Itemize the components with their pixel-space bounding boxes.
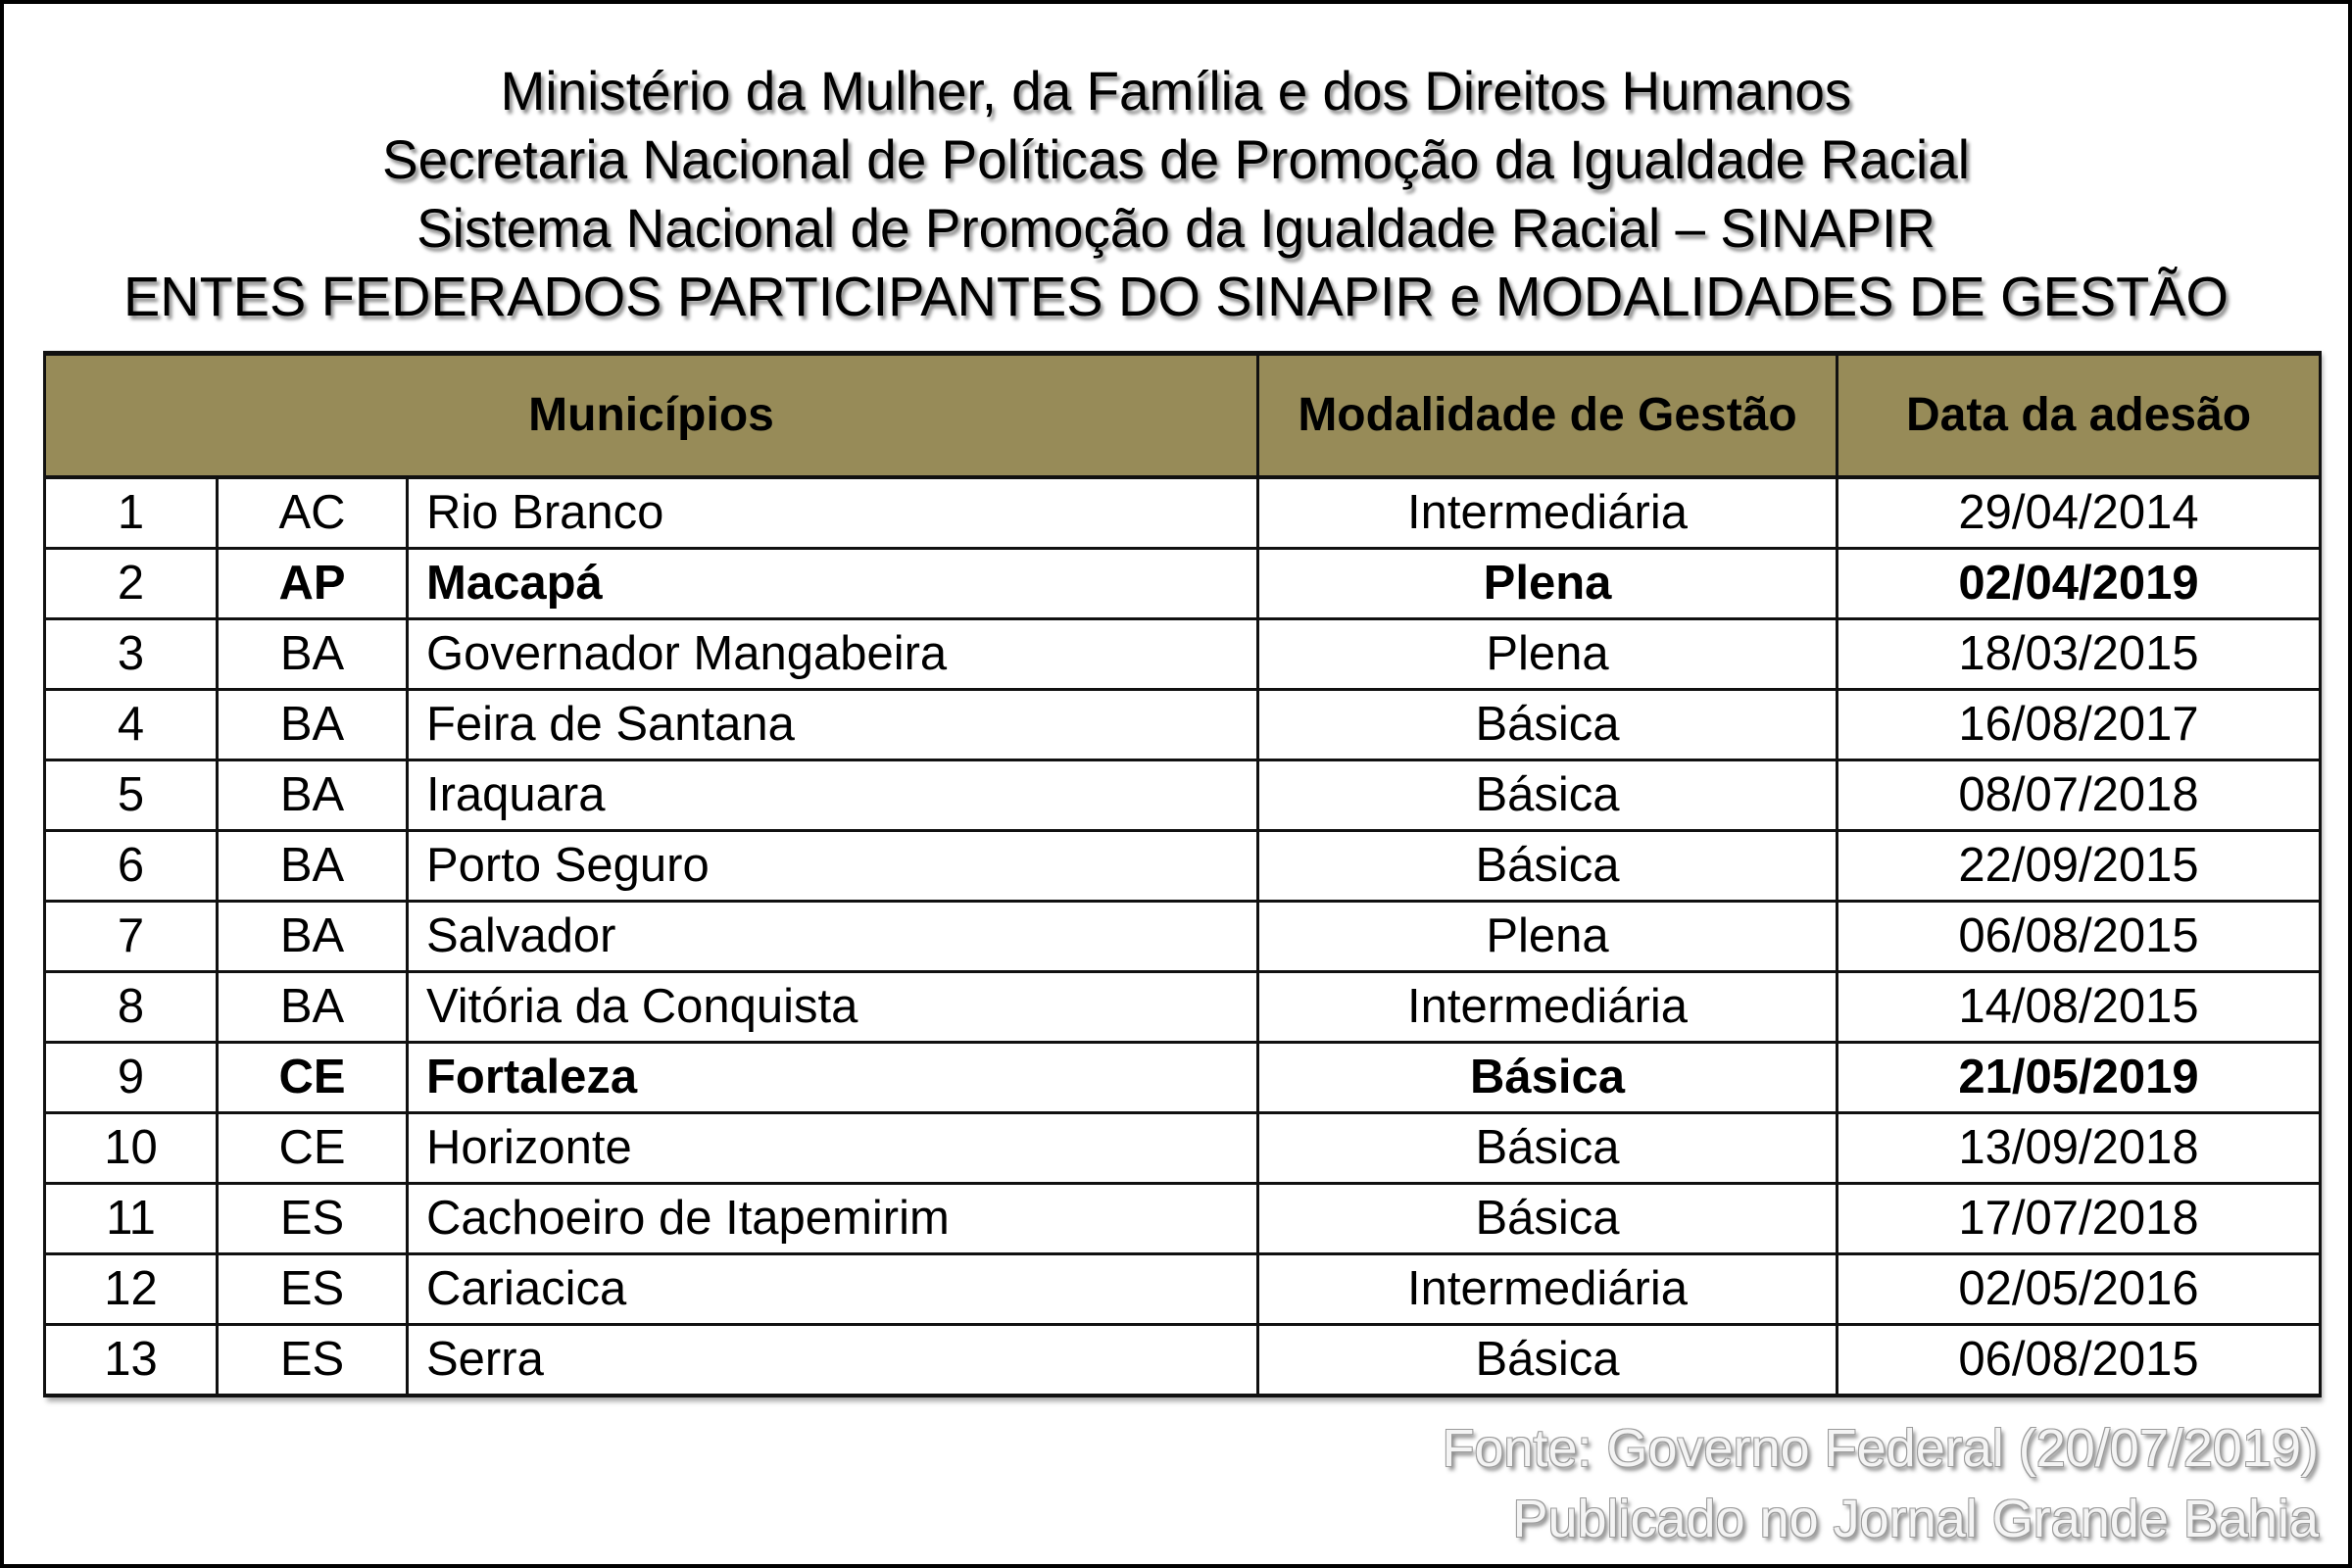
state-code: AP xyxy=(218,549,408,619)
state-code: BA xyxy=(218,619,408,690)
adhesion-date: 21/05/2019 xyxy=(1838,1043,2321,1113)
management-modality: Intermediária xyxy=(1258,1254,1838,1325)
state-code: CE xyxy=(218,1043,408,1113)
state-code: BA xyxy=(218,760,408,831)
adhesion-date: 22/09/2015 xyxy=(1838,831,2321,902)
table-row xyxy=(45,1113,2321,1184)
management-modality: Básica xyxy=(1258,690,1838,760)
table-row xyxy=(45,477,2321,549)
table-header-row xyxy=(45,354,2321,478)
management-modality: Básica xyxy=(1258,831,1838,902)
table-row xyxy=(45,760,2321,831)
publisher-credit: Publicado no Jornal Grande Bahia xyxy=(1512,1490,2319,1548)
header-modalidade: Modalidade de Gestão xyxy=(1258,354,1838,478)
row-number: 2 xyxy=(45,549,218,619)
source-footer xyxy=(1442,1413,2319,1554)
header-data-adesao: Data da adesão xyxy=(1838,354,2321,478)
table-row xyxy=(45,549,2321,619)
state-code: ES xyxy=(218,1254,408,1325)
adhesion-date: 16/08/2017 xyxy=(1838,690,2321,760)
municipality-name: Cachoeiro de Itapemirim xyxy=(408,1184,1258,1254)
adhesion-date: 06/08/2015 xyxy=(1838,902,2321,972)
row-number: 8 xyxy=(45,972,218,1043)
municipality-name: Serra xyxy=(408,1325,1258,1396)
state-code: ES xyxy=(218,1325,408,1396)
table-row xyxy=(45,831,2321,902)
state-code: AC xyxy=(218,477,408,549)
source-credit: Fonte: Governo Federal (20/07/2019) xyxy=(1442,1419,2319,1478)
adhesion-date: 02/04/2019 xyxy=(1838,549,2321,619)
table-row xyxy=(45,902,2321,972)
adhesion-date: 06/08/2015 xyxy=(1838,1325,2321,1396)
system-title: Sistema Nacional de Promoção da Igualdade Racial – SINAPIR xyxy=(416,197,1936,259)
state-code: BA xyxy=(218,831,408,902)
management-modality: Básica xyxy=(1258,1184,1838,1254)
municipality-name: Cariacica xyxy=(408,1254,1258,1325)
management-modality: Plena xyxy=(1258,902,1838,972)
management-modality: Plena xyxy=(1258,619,1838,690)
adhesion-date: 02/05/2016 xyxy=(1838,1254,2321,1325)
municipality-name: Vitória da Conquista xyxy=(408,972,1258,1043)
municipality-name: Iraquara xyxy=(408,760,1258,831)
state-code: BA xyxy=(218,690,408,760)
state-code: CE xyxy=(218,1113,408,1184)
row-number: 13 xyxy=(45,1325,218,1396)
adhesion-date: 14/08/2015 xyxy=(1838,972,2321,1043)
municipality-name: Rio Branco xyxy=(408,477,1258,549)
header-municipios: Municípios xyxy=(45,354,1258,478)
municipality-name: Macapá xyxy=(408,549,1258,619)
row-number: 9 xyxy=(45,1043,218,1113)
secretariat-title: Secretaria Nacional de Políticas de Promoção da Igualdade Racial xyxy=(382,128,1970,190)
management-modality: Básica xyxy=(1258,1325,1838,1396)
row-number: 3 xyxy=(45,619,218,690)
table-row xyxy=(45,690,2321,760)
adhesion-date: 18/03/2015 xyxy=(1838,619,2321,690)
table-row xyxy=(45,619,2321,690)
state-code: ES xyxy=(218,1184,408,1254)
management-modality: Intermediária xyxy=(1258,972,1838,1043)
row-number: 6 xyxy=(45,831,218,902)
row-number: 12 xyxy=(45,1254,218,1325)
row-number: 7 xyxy=(45,902,218,972)
state-code: BA xyxy=(218,902,408,972)
table-row xyxy=(45,1325,2321,1396)
ministry-title: Ministério da Mulher, da Família e dos Direitos Humanos xyxy=(500,60,1852,122)
row-number: 1 xyxy=(45,477,218,549)
table-row xyxy=(45,1254,2321,1325)
table-row xyxy=(45,1184,2321,1254)
row-number: 10 xyxy=(45,1113,218,1184)
table-row xyxy=(45,1043,2321,1113)
document-header xyxy=(0,57,2352,331)
row-number: 5 xyxy=(45,760,218,831)
row-number: 11 xyxy=(45,1184,218,1254)
municipality-name: Horizonte xyxy=(408,1113,1258,1184)
municipality-name: Porto Seguro xyxy=(408,831,1258,902)
management-modality: Plena xyxy=(1258,549,1838,619)
adhesion-date: 29/04/2014 xyxy=(1838,477,2321,549)
management-modality: Básica xyxy=(1258,1113,1838,1184)
table-title: ENTES FEDERADOS PARTICIPANTES DO SINAPIR e MODALIDADES DE GESTÃO xyxy=(123,266,2229,328)
municipality-name: Fortaleza xyxy=(408,1043,1258,1113)
participants-table xyxy=(43,351,2319,1397)
management-modality: Básica xyxy=(1258,760,1838,831)
municipality-name: Governador Mangabeira xyxy=(408,619,1258,690)
adhesion-date: 17/07/2018 xyxy=(1838,1184,2321,1254)
management-modality: Intermediária xyxy=(1258,477,1838,549)
municipality-name: Salvador xyxy=(408,902,1258,972)
adhesion-date: 13/09/2018 xyxy=(1838,1113,2321,1184)
management-modality: Básica xyxy=(1258,1043,1838,1113)
table-row xyxy=(45,972,2321,1043)
state-code: BA xyxy=(218,972,408,1043)
row-number: 4 xyxy=(45,690,218,760)
adhesion-date: 08/07/2018 xyxy=(1838,760,2321,831)
municipality-name: Feira de Santana xyxy=(408,690,1258,760)
